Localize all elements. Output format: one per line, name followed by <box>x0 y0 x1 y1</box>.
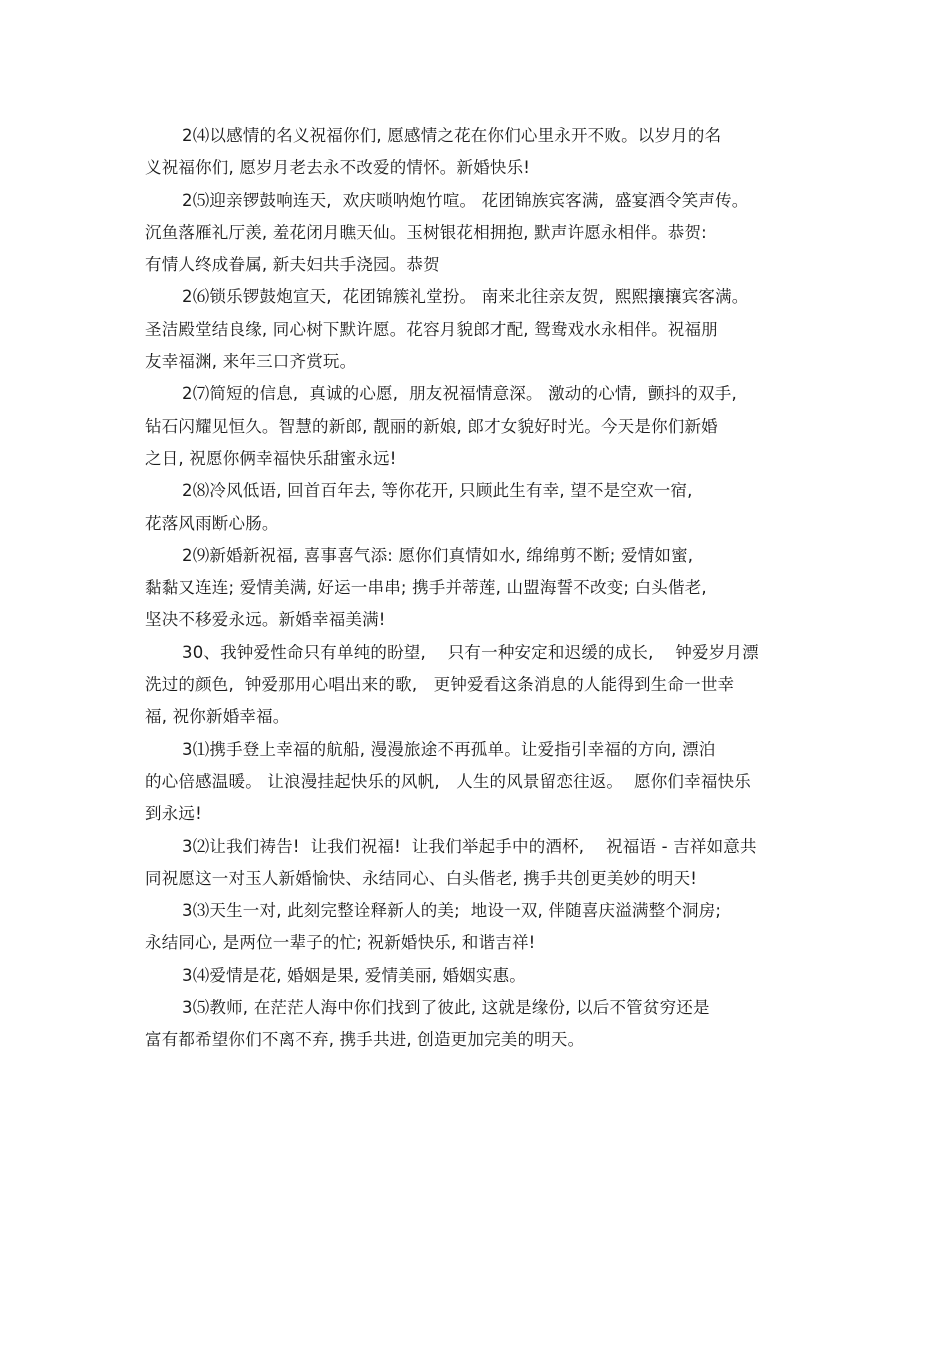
paragraph-3-3 <box>145 895 810 960</box>
text-line: 富有都希望你们不离不弃, 携手共进, 创造更加完美的明天。 <box>145 1030 585 1050</box>
text-line: 花落风雨断心肠。 <box>145 513 279 533</box>
text-line: 永结同心, 是两位一辈子的忙; 祝新婚快乐, 和谐吉祥! <box>145 933 536 953</box>
text-line: 福, 祝你新婚幸福。 <box>145 707 290 727</box>
text-line: 2⑻冷风低语, 回首百年去, 等你花开, 只顾此生有幸, 望不是空欢一宿, <box>182 481 693 501</box>
text-line: 洗过的颜色, 钟爱那用心唱出来的歌, 更钟爱看这条消息的人能得到生命一世幸 <box>145 675 735 695</box>
text-line: 3⑴携手登上幸福的航船, 漫漫旅途不再孤单。让爱指引幸福的方向, 漂泊 <box>182 739 716 759</box>
text-line: 2⑷以感情的名义祝福你们, 愿感情之花在你们心里永开不败。以岁月的名 <box>182 126 722 145</box>
text-line: 义祝福你们, 愿岁月老去永不改爱的情怀。新婚快乐! <box>145 158 531 178</box>
text-line: 沉鱼落雁礼厅羡, 羞花闭月瞧天仙。玉树银花相拥抱, 默声许愿永相伴。恭贺: <box>145 222 707 242</box>
paragraph-2-4 <box>145 120 810 185</box>
text-line: 有情人终成眷属, 新夫妇共手浇园。恭贺 <box>145 255 440 275</box>
paragraph-2-6 <box>145 281 810 378</box>
text-line: 友幸福渊, 来年三口齐赏玩。 <box>145 352 357 372</box>
paragraph-3-1 <box>145 734 810 831</box>
paragraph-2-5 <box>145 185 810 282</box>
text-line: 3⑸教师, 在茫茫人海中你们找到了彼此, 这就是缘份, 以后不管贫穷还是 <box>182 998 710 1018</box>
text-line: 2⑺简短的信息, 真诚的心愿, 朋友祝福情意深。 激动的心情, 颤抖的双手, <box>182 384 737 404</box>
paragraph-2-7 <box>145 378 810 475</box>
text-line: 到永远! <box>145 804 202 824</box>
text-line: 2⑹锁乐锣鼓炮宣天, 花团锦簇礼堂扮。 南来北往亲友贺, 熙熙攘攘宾客满。 <box>182 287 749 307</box>
paragraph-2-8 <box>145 475 810 540</box>
text-line: 黏黏又连连; 爱情美满, 好运一串串; 携手并蒂莲, 山盟海誓不改变; 白头偕老, <box>145 578 707 598</box>
text-line: 的心倍感温暖。 让浪漫挂起快乐的风帆, 人生的风景留恋往返。 愿你们幸福快乐 <box>145 771 751 791</box>
text-line: 3⑶天生一对, 此刻完整诠释新人的美; 地设一双, 伴随喜庆溢满整个洞房; <box>182 901 722 921</box>
paragraph-3-2 <box>145 831 810 896</box>
text-line: 3⑵让我们祷告! 让我们祝福! 让我们举起手中的酒杯, 祝福语 - 吉祥如意共 <box>182 836 757 856</box>
text-line: 之日, 祝愿你俩幸福快乐甜蜜永远! <box>145 448 397 468</box>
text-line: 30、我钟爱性命只有单纯的盼望, 只有一种安定和迟缓的成长, 钟爱岁月漂 <box>182 642 759 662</box>
text-line: 2⑼新婚新祝福, 喜事喜气添: 愿你们真情如水, 绵绵剪不断; 爱情如蜜, <box>182 545 694 565</box>
text-line: 圣洁殿堂结良缘, 同心树下默许愿。花容月貌郎才配, 鸳鸯戏水永相伴。祝福朋 <box>145 319 718 339</box>
document-body <box>145 120 810 1057</box>
text-line: 3⑷爱情是花, 婚姻是果, 爱情美丽, 婚姻实惠。 <box>182 965 526 985</box>
paragraph-3-4 <box>145 960 810 992</box>
paragraph-30 <box>145 637 810 734</box>
paragraph-2-9 <box>145 540 810 637</box>
paragraph-3-5 <box>145 992 810 1057</box>
text-line: 2⑸迎亲锣鼓响连天, 欢庆唢呐炮竹喧。 花团锦族宾客满, 盛宴酒令笑声传。 <box>182 190 749 210</box>
text-line: 钻石闪耀见恒久。智慧的新郎, 靓丽的新娘, 郎才女貌好时光。今天是你们新婚 <box>145 416 718 436</box>
text-line: 坚决不移爱永远。新婚幸福美满! <box>145 610 386 630</box>
text-line: 同祝愿这一对玉人新婚愉快、永结同心、白头偕老, 携手共创更美妙的明天! <box>145 868 698 888</box>
